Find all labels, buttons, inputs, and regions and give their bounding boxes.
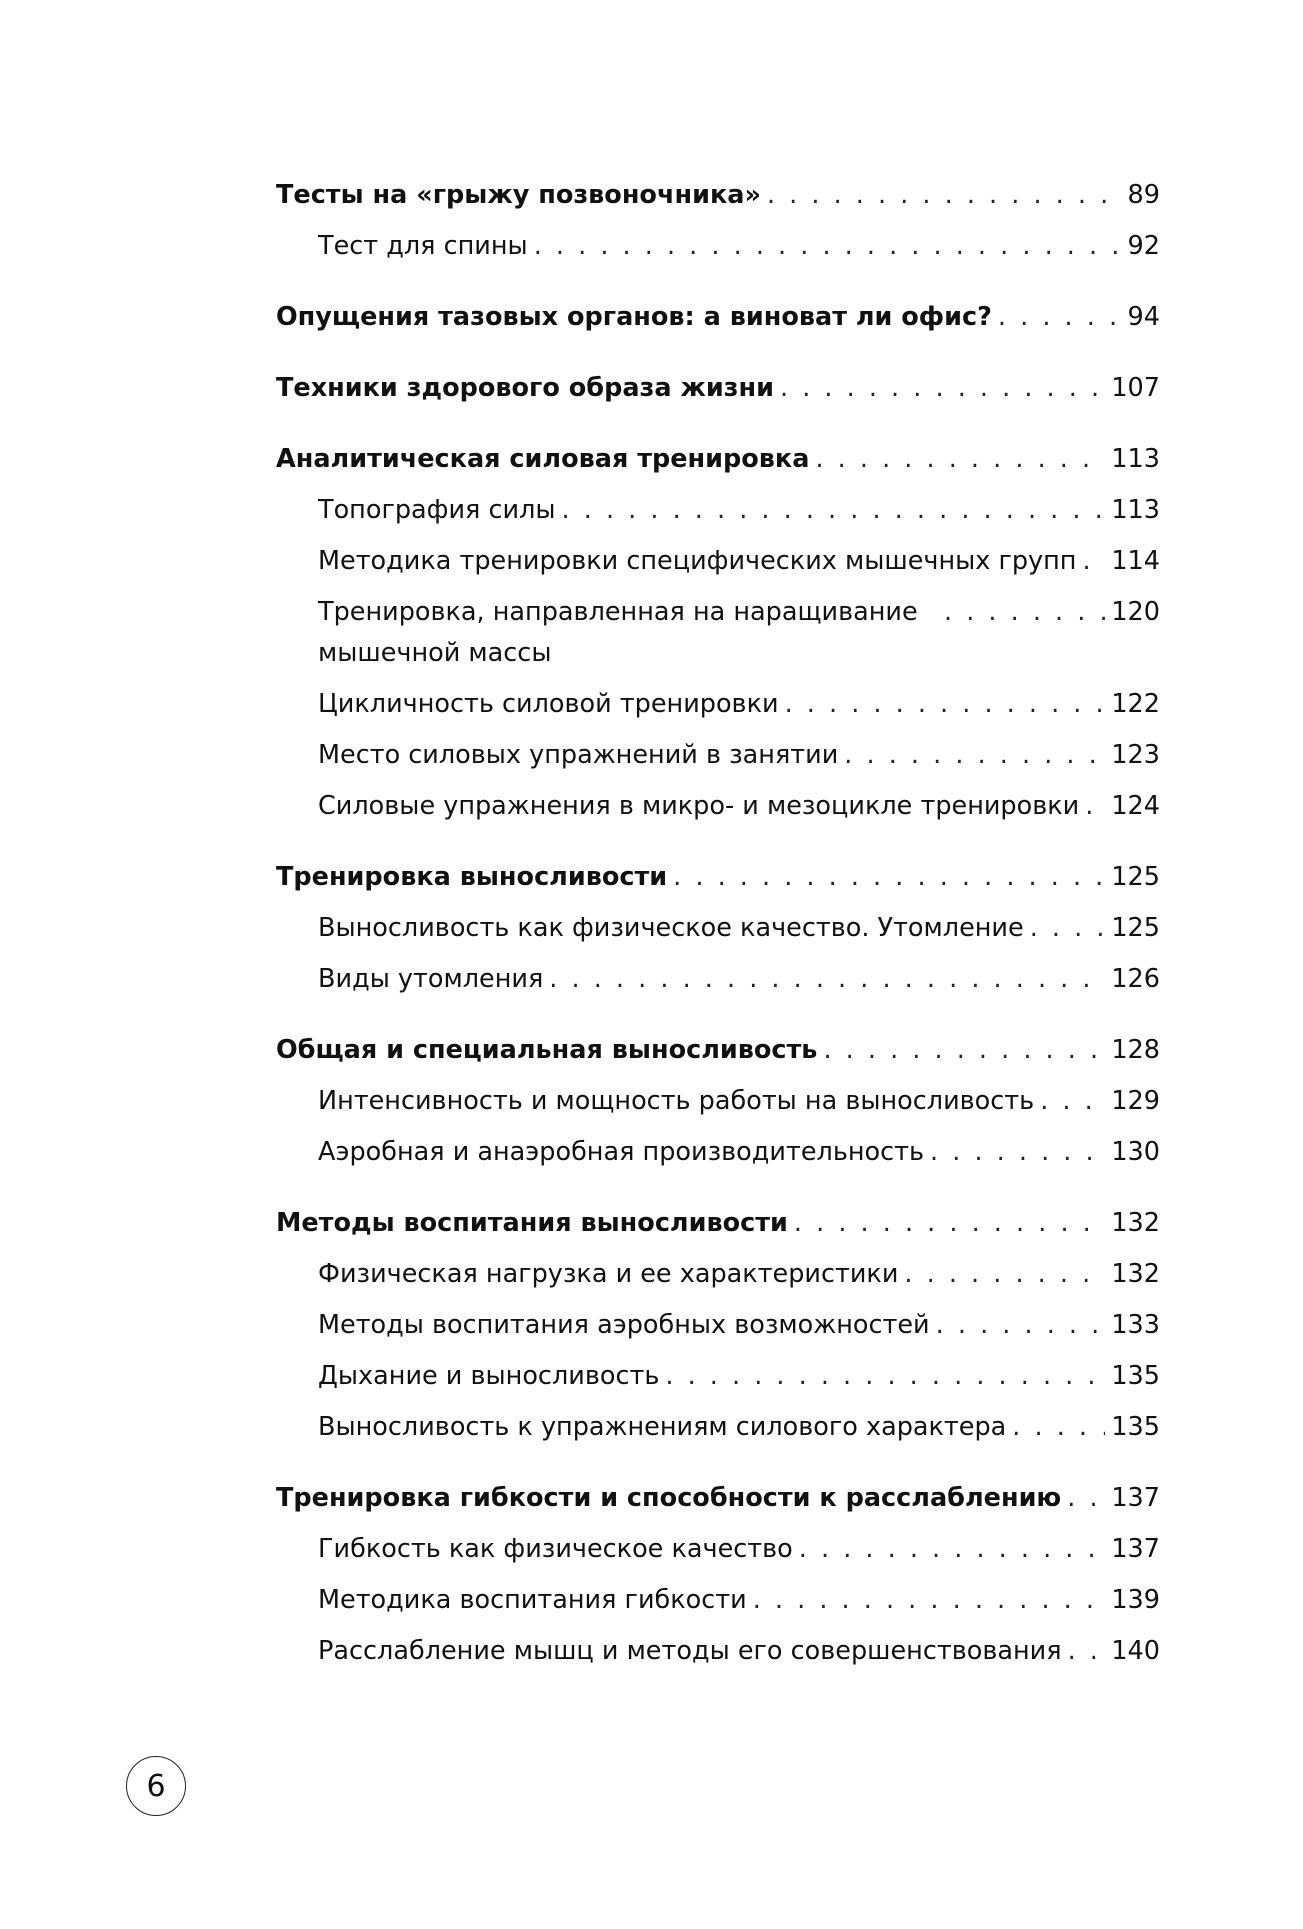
toc-entry-page: 137 [1111,1483,1160,1513]
toc-entry-title: Опущения тазовых органов: а виноват ли офис? [276,302,992,332]
toc-entry-page: 92 [1127,231,1160,261]
toc-entry-title: Техники здорового образа жизни [276,373,774,403]
toc-subentry[interactable] [276,592,1160,674]
toc-entry[interactable] [276,1198,1160,1249]
toc-entry-title: Виды утомления [318,964,544,994]
toc-entry-page: 124 [1111,791,1160,821]
dot-leader [549,954,1105,1005]
toc-entry-title: Методы воспитания аэробных возможностей [318,1310,930,1340]
toc-subentry[interactable] [276,1524,1160,1575]
toc-entry-title-line1: Тренировка, направленная на наращивание [318,597,918,627]
toc-entry-title: Гибкость как физическое качество [318,1534,793,1564]
toc-subentry[interactable] [276,1127,1160,1178]
toc-entry-page: 135 [1111,1412,1160,1442]
toc-entry-title: Выносливость к упражнениям силового характера [318,1412,1007,1442]
dot-leader [753,1575,1106,1626]
dot-leader [794,1198,1105,1249]
dot-leader [785,679,1106,730]
toc-subentry[interactable] [276,485,1160,536]
dot-leader [780,363,1105,414]
toc-subentry[interactable] [276,221,1160,272]
toc-entry-title [318,592,938,674]
toc-entry-page: 125 [1111,913,1160,943]
toc-entry-page: 122 [1111,689,1160,719]
toc-subentry[interactable] [276,1300,1160,1351]
toc-subentry[interactable] [276,1626,1160,1677]
toc-subentry[interactable] [276,1249,1160,1300]
dot-leader [562,485,1106,536]
toc-entry-page: 132 [1111,1208,1160,1238]
toc-entry-page: 113 [1111,495,1160,525]
toc-entry-page: 137 [1111,1534,1160,1564]
toc-entry-title: Методика воспитания гибкости [318,1585,747,1615]
toc-subentry[interactable] [276,781,1160,832]
toc-entry-title: Тренировка выносливости [276,862,668,892]
dot-leader [1068,1626,1106,1677]
toc-entry-title: Физическая нагрузка и ее характеристики [318,1259,899,1289]
dot-leader [1082,536,1105,587]
dot-leader [1040,1076,1105,1127]
toc-entry-page: 129 [1111,1086,1160,1116]
toc-subentry[interactable] [276,730,1160,781]
dot-leader [823,1025,1105,1076]
dot-leader [998,292,1118,343]
toc-subentry[interactable] [276,1575,1160,1626]
toc-entry-title: Цикличность силовой тренировки [318,689,779,719]
toc-entry-page: 132 [1111,1259,1160,1289]
toc-entry-page: 133 [1111,1310,1160,1340]
toc-entry-page: 125 [1111,862,1160,892]
dot-leader [1085,781,1105,832]
toc-entry-page: 123 [1111,740,1160,770]
toc-entry-page: 89 [1127,180,1160,210]
toc-subentry[interactable] [276,536,1160,587]
dot-leader [815,434,1105,485]
toc-entry[interactable] [276,852,1160,903]
toc-entry-title: Методика тренировки специфических мышечных групп [318,546,1077,576]
toc-entry-title: Аналитическая силовая тренировка [276,444,810,474]
toc-entry-page: 114 [1111,546,1160,576]
dot-leader [534,221,1118,272]
toc-entry[interactable] [276,434,1160,485]
toc-entry-page: 126 [1111,964,1160,994]
dot-leader [673,852,1105,903]
toc-subentry[interactable] [276,679,1160,730]
dot-leader [767,170,1118,221]
toc-entry-page: 120 [1111,597,1160,627]
toc-entry-page: 140 [1111,1636,1160,1666]
toc-subentry[interactable] [276,1351,1160,1402]
toc-entry-title: Место силовых упражнений в занятии [318,740,839,770]
dot-leader [1030,903,1106,954]
page-number-badge: 6 [126,1756,186,1816]
dot-leader [1012,1402,1105,1453]
toc-entry-page: 128 [1111,1035,1160,1065]
toc-subentry[interactable] [276,1076,1160,1127]
dot-leader [944,592,1105,633]
dot-leader [936,1300,1106,1351]
toc-entry[interactable] [276,363,1160,414]
toc-entry-title: Общая и специальная выносливость [276,1035,818,1065]
toc-entry-title: Выносливость как физическое качество. Утомление [318,913,1024,943]
dot-leader [665,1351,1105,1402]
toc-entry-title: Тесты на «грыжу позвоночника» [276,180,761,210]
toc-entry-title: Расслабление мышц и методы его совершенствования [318,1636,1062,1666]
dot-leader [930,1127,1105,1178]
toc-entry-title: Методы воспитания выносливости [276,1208,788,1238]
toc-entry-page: 130 [1111,1137,1160,1167]
toc-entry-page: 94 [1127,302,1160,332]
toc-entry-title: Аэробная и анаэробная производительность [318,1137,925,1167]
toc-entry-title: Топография силы [318,495,556,525]
table-of-contents [276,170,1160,1677]
toc-entry-title: Интенсивность и мощность работы на выносливость [318,1086,1035,1116]
toc-entry[interactable] [276,1025,1160,1076]
toc-entry-page: 113 [1111,444,1160,474]
toc-entry-page: 135 [1111,1361,1160,1391]
toc-entry-page: 107 [1111,373,1160,403]
dot-leader [1067,1473,1105,1524]
toc-subentry[interactable] [276,954,1160,1005]
toc-entry-title: Тест для спины [318,231,528,261]
toc-subentry[interactable] [276,1402,1160,1453]
dot-leader [844,730,1105,781]
toc-entry-title: Дыхание и выносливость [318,1361,660,1391]
toc-entry[interactable] [276,1473,1160,1524]
dot-leader [799,1524,1106,1575]
toc-entry-title: Силовые упражнения в микро- и мезоцикле тренировки [318,791,1080,821]
toc-entry-title: Тренировка гибкости и способности к расслаблению [276,1483,1062,1513]
toc-entry-title-line2: мышечной массы [318,638,552,668]
dot-leader [904,1249,1105,1300]
toc-entry[interactable] [276,170,1160,221]
toc-entry-page: 139 [1111,1585,1160,1615]
toc-subentry[interactable] [276,903,1160,954]
toc-entry[interactable] [276,292,1160,343]
